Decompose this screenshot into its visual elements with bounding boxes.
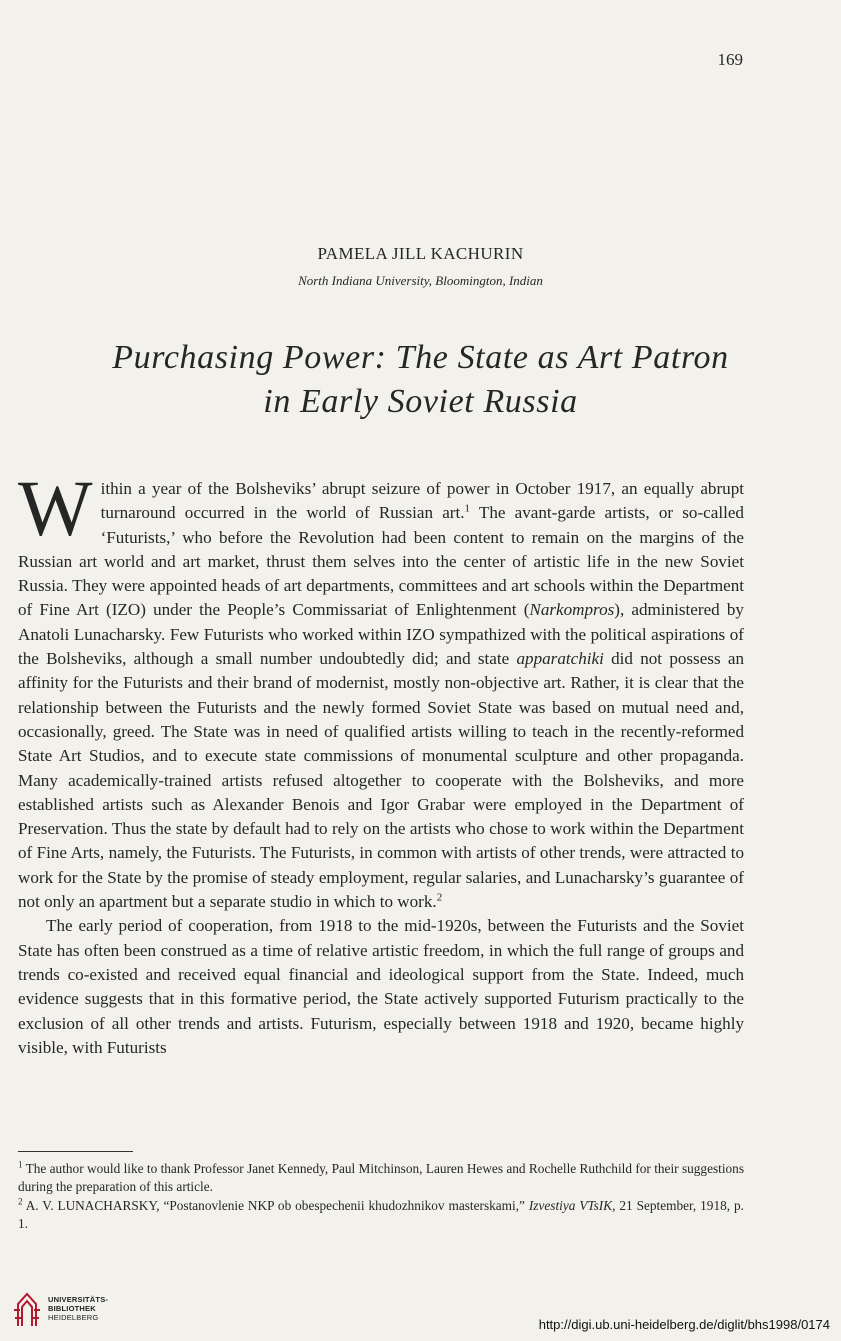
- library-logo[interactable]: [12, 1290, 132, 1330]
- paragraph-1-italic-narkompros: Narkompros: [529, 600, 615, 620]
- page-number: 169: [717, 50, 743, 69]
- paragraph-1-text-a: ithin a year of the Bolsheviks’ abrupt seizure of power in October 1917, an equally abrupt turnaround occurred in the world of Russian art.: [100, 479, 744, 523]
- article-title: [0, 336, 841, 424]
- author-affiliation: North Indiana University, Bloomington, Indian: [298, 273, 543, 288]
- author-name: PAMELA JILL KACHURIN: [317, 244, 524, 263]
- paragraph-1-text-b: The avant-garde artists, or so-called ‘Futurists,’ who before the Revolution had been content to remain on the margins of the Russian art world and art market, thrust them selves into the center of artistic life in the new Soviet Russia. They were appointed heads of art departments, committees and art schools within the Department of Fine Art (IZO) under the People’s Commissariat of Enlightenment (: [18, 503, 744, 620]
- article-body: [18, 466, 745, 1060]
- library-name: [48, 1295, 108, 1322]
- library-name-line-2: BIBLIOTHEK: [48, 1304, 96, 1313]
- footnote-divider: [18, 1151, 133, 1152]
- footnote-2: [18, 1197, 744, 1233]
- paragraph-2: The early period of cooperation, from 1918 to the mid-1920s, between the Futurists and the Soviet State has often been construed as a time of relative artistic freedom, in which the full range of groups and trends co-existed and received equal financial and ideological support from the State. Indeed, much evidence suggests that in this formative period, the State actively supported Futurism practically to the exclusion of all other trends and artists. Futurism, especially between 1918 and 1920, became highly visible, with Futurists: [18, 916, 744, 1057]
- footnote-2-italic: Izvestiya VTsIK: [528, 1198, 613, 1213]
- footnote-ref-2: 2: [436, 891, 443, 904]
- paragraph-1-italic-apparatchiki: apparatchiki: [516, 649, 604, 669]
- footnote-1-mark: 1: [18, 1159, 23, 1170]
- footnotes: [18, 1160, 744, 1234]
- library-name-line-1: UNIVERSITÄTS-: [48, 1295, 109, 1304]
- library-name-line-3: HEIDELBERG: [48, 1313, 99, 1322]
- drop-cap: W: [18, 466, 93, 553]
- paragraph-1-text-d: did not possess an affinity for the Futurists and their brand of modernist, mostly non-objective art. Rather, it is clear that the relationship between the Futurists and the newly formed Soviet State was based on mutual need and, occasionally, greed. The State was in need of qualified artists willing to teach in the recently-reformed State Art Studios, and to execute state commissions of monumental sculpture and other propaganda. Many academically-trained artists refused altogether to cooperate with the Bolsheviks, and more established artists such as Alexander Benois and Igor Grabar were employed in the Department of Preservation. Thus the state by default had to rely on the artists who chose to work within the Department of Fine Arts, namely, the Futurists. The Futurists, in common with artists of other trends, were attracted to work for the State by the promise of steady employment, regular salaries, and Lunacharsky’s guarantee of not only an apartment but a separate studio in which to work.: [18, 649, 745, 912]
- title-line-1: Purchasing Power: The State as Art Patron: [112, 339, 729, 376]
- paragraph-1: [18, 466, 745, 914]
- footnote-2-mark: 2: [18, 1196, 23, 1207]
- source-url-link[interactable]: http://digi.ub.uni-heidelberg.de/diglit/bhs1998/0174: [538, 1317, 830, 1332]
- footnote-1-text: The author would like to thank Professor Janet Kennedy, Paul Mitchinson, Lauren Hewes and Rochelle Ruthchild for their suggestions during the preparation of this article.: [18, 1161, 744, 1194]
- footnote-2-text-end: , 21 September, 1918, p. 1.: [18, 1198, 744, 1231]
- footnote-1: [18, 1160, 744, 1196]
- title-line-2: in Early Soviet Russia: [263, 383, 578, 420]
- footnote-ref-1: 1: [464, 502, 470, 515]
- footnote-2-text: A. V. LUNACHARSKY, “Postanovlenie NKP ob obespechenii khudozhnikov masterskami,”: [22, 1198, 529, 1213]
- paragraph-1-text-c: ), administered by Anatoli Lunacharsky. Few Futurists who worked within IZO sympathized with the political aspirations of the Bolsheviks, although a small number undoubtedly did; and state: [18, 600, 744, 669]
- library-emblem-icon: [12, 1290, 42, 1328]
